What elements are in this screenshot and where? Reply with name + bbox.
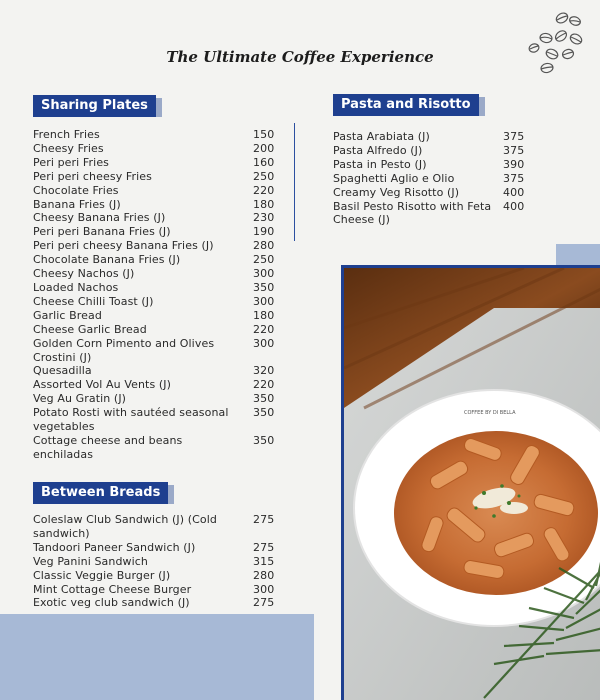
menu-item-name: French Fries xyxy=(33,128,100,141)
menu-item xyxy=(33,583,283,597)
menu-item xyxy=(33,281,283,295)
menu-item xyxy=(33,337,283,365)
section-title-between-breads: Between Breads xyxy=(33,482,168,504)
menu-item-name: Cottage cheese and beans enchiladas xyxy=(33,433,183,461)
menu-item-name: Creamy Veg Risotto (J) xyxy=(333,185,460,199)
menu-item xyxy=(33,239,283,253)
menu-item-name: Assorted Vol Au Vents (J) xyxy=(33,378,172,392)
menu-item xyxy=(33,364,283,378)
sharing-plates-list xyxy=(33,128,283,462)
menu-item-price: 220 xyxy=(253,183,275,197)
menu-item-name: Peri peri Banana Fries (J) xyxy=(33,225,171,239)
menu-item-price: 350 xyxy=(253,392,275,406)
menu-item-price: 250 xyxy=(253,169,275,183)
menu-item-name: Cheesy Banana Fries (J) xyxy=(33,211,166,225)
column-divider xyxy=(294,123,295,241)
menu-item xyxy=(33,170,283,184)
plate-brand-text: COFFEE BY DI BELLA xyxy=(464,410,516,416)
menu-item-name: Spaghetti Aglio e Olio xyxy=(333,171,455,185)
menu-item xyxy=(33,406,283,434)
menu-item-name: Quesadilla xyxy=(33,364,92,378)
menu-item xyxy=(33,295,283,309)
menu-item-price: 300 xyxy=(253,336,275,350)
menu-item-price: 190 xyxy=(253,225,275,239)
coffee-beans-icon xyxy=(522,8,592,78)
between-breads-list xyxy=(33,513,283,610)
menu-item xyxy=(33,128,283,142)
menu-item-name: Basil Pesto Risotto with Feta Cheese (J) xyxy=(333,199,492,227)
menu-item-name: Potato Rosti with sautéed seasonal vegetables xyxy=(33,406,229,434)
menu-item xyxy=(33,253,283,267)
menu-item-price: 275 xyxy=(253,513,275,526)
menu-item-price: 230 xyxy=(253,211,275,225)
page-title: The Ultimate Coffee Experience xyxy=(166,48,434,66)
menu-item-name: Garlic Bread xyxy=(33,308,102,322)
pasta-risotto-list xyxy=(333,130,533,227)
menu-item-price: 300 xyxy=(253,294,275,308)
menu-item xyxy=(33,211,283,225)
menu-item xyxy=(33,555,283,569)
menu-item-price: 280 xyxy=(253,568,275,582)
menu-item-name: Golden Corn Pimento and Olives Crostini (J) xyxy=(33,336,215,364)
menu-item-name: Classic Veggie Burger (J) xyxy=(33,568,171,582)
menu-item-price: 160 xyxy=(253,155,275,169)
menu-item-price: 320 xyxy=(253,364,275,378)
menu-item-price: 400 xyxy=(503,199,525,213)
menu-item-price: 180 xyxy=(253,308,275,322)
menu-item-price: 350 xyxy=(253,433,275,447)
menu-item-name: Loaded Nachos xyxy=(33,280,119,294)
menu-item-price: 390 xyxy=(503,157,525,171)
menu-item-name: Peri peri cheesy Banana Fries (J) xyxy=(33,239,214,253)
menu-item-price: 350 xyxy=(253,406,275,420)
menu-item-price: 200 xyxy=(253,141,275,155)
menu-item-name: Pasta Alfredo (J) xyxy=(333,143,423,157)
menu-item xyxy=(33,392,283,406)
menu-item-price: 275 xyxy=(253,540,275,554)
section-title-pasta-and-risotto: Pasta and Risotto xyxy=(333,94,479,116)
menu-item xyxy=(33,378,283,392)
menu-item xyxy=(33,596,283,610)
menu-item-name: Cheesy Nachos (J) xyxy=(33,267,135,281)
menu-item-name: Chocolate Banana Fries (J) xyxy=(33,253,181,267)
menu-item-name: Cheese Chilli Toast (J) xyxy=(33,294,154,308)
menu-item-price: 275 xyxy=(253,596,275,610)
menu-item xyxy=(33,309,283,323)
pasta-plate-image xyxy=(344,268,600,700)
menu-item xyxy=(33,569,283,583)
menu-item xyxy=(33,267,283,281)
menu-item xyxy=(33,142,283,156)
pasta-dish-photo xyxy=(341,265,600,700)
menu-item-name: Cheese Garlic Bread xyxy=(33,322,147,336)
menu-item-name: Tandoori Paneer Sandwich (J) xyxy=(33,540,196,554)
menu-item-price: 350 xyxy=(253,280,275,294)
menu-item xyxy=(333,144,533,158)
menu-item-name: Exotic veg club sandwich (J) xyxy=(33,596,190,610)
menu-item-name: Coleslaw Club Sandwich (J) (Cold sandwich) xyxy=(33,513,217,540)
menu-item-price: 400 xyxy=(503,185,525,199)
menu-item-name: Banana Fries (J) xyxy=(33,197,121,211)
menu-item-price: 220 xyxy=(253,322,275,336)
menu-item-name: Chocolate Fries xyxy=(33,183,119,197)
menu-item xyxy=(33,513,283,541)
menu-item-price: 280 xyxy=(253,239,275,253)
section-title-sharing-plates: Sharing Plates xyxy=(33,95,156,117)
menu-item-name: Peri peri cheesy Fries xyxy=(33,169,153,183)
menu-item-price: 315 xyxy=(253,554,275,568)
menu-item xyxy=(333,172,533,186)
menu-item xyxy=(33,323,283,337)
menu-item xyxy=(333,158,533,172)
menu-item-price: 375 xyxy=(503,130,525,143)
menu-item xyxy=(33,184,283,198)
menu-item-price: 250 xyxy=(253,253,275,267)
menu-item xyxy=(33,225,283,239)
menu-item xyxy=(333,186,533,200)
menu-item-name: Veg Panini Sandwich xyxy=(33,554,148,568)
menu-item-price: 375 xyxy=(503,171,525,185)
menu-item xyxy=(33,198,283,212)
menu-item-price: 300 xyxy=(253,267,275,281)
decorative-block-left xyxy=(0,614,314,700)
menu-item-name: Cheesy Fries xyxy=(33,141,104,155)
menu-item xyxy=(33,156,283,170)
menu-item-name: Peri peri Fries xyxy=(33,155,110,169)
menu-item-name: Mint Cottage Cheese Burger xyxy=(33,582,192,596)
menu-item-name: Pasta Arabiata (J) xyxy=(333,130,430,143)
menu-item xyxy=(333,200,533,228)
menu-item xyxy=(33,541,283,555)
menu-item-price: 150 xyxy=(253,128,275,141)
menu-item xyxy=(333,130,533,144)
menu-item xyxy=(33,434,283,462)
menu-item-price: 375 xyxy=(503,143,525,157)
menu-item-price: 180 xyxy=(253,197,275,211)
menu-item-name: Veg Au Gratin (J) xyxy=(33,392,127,406)
menu-item-price: 220 xyxy=(253,378,275,392)
menu-item-name: Pasta in Pesto (J) xyxy=(333,157,427,171)
menu-item-price: 300 xyxy=(253,582,275,596)
